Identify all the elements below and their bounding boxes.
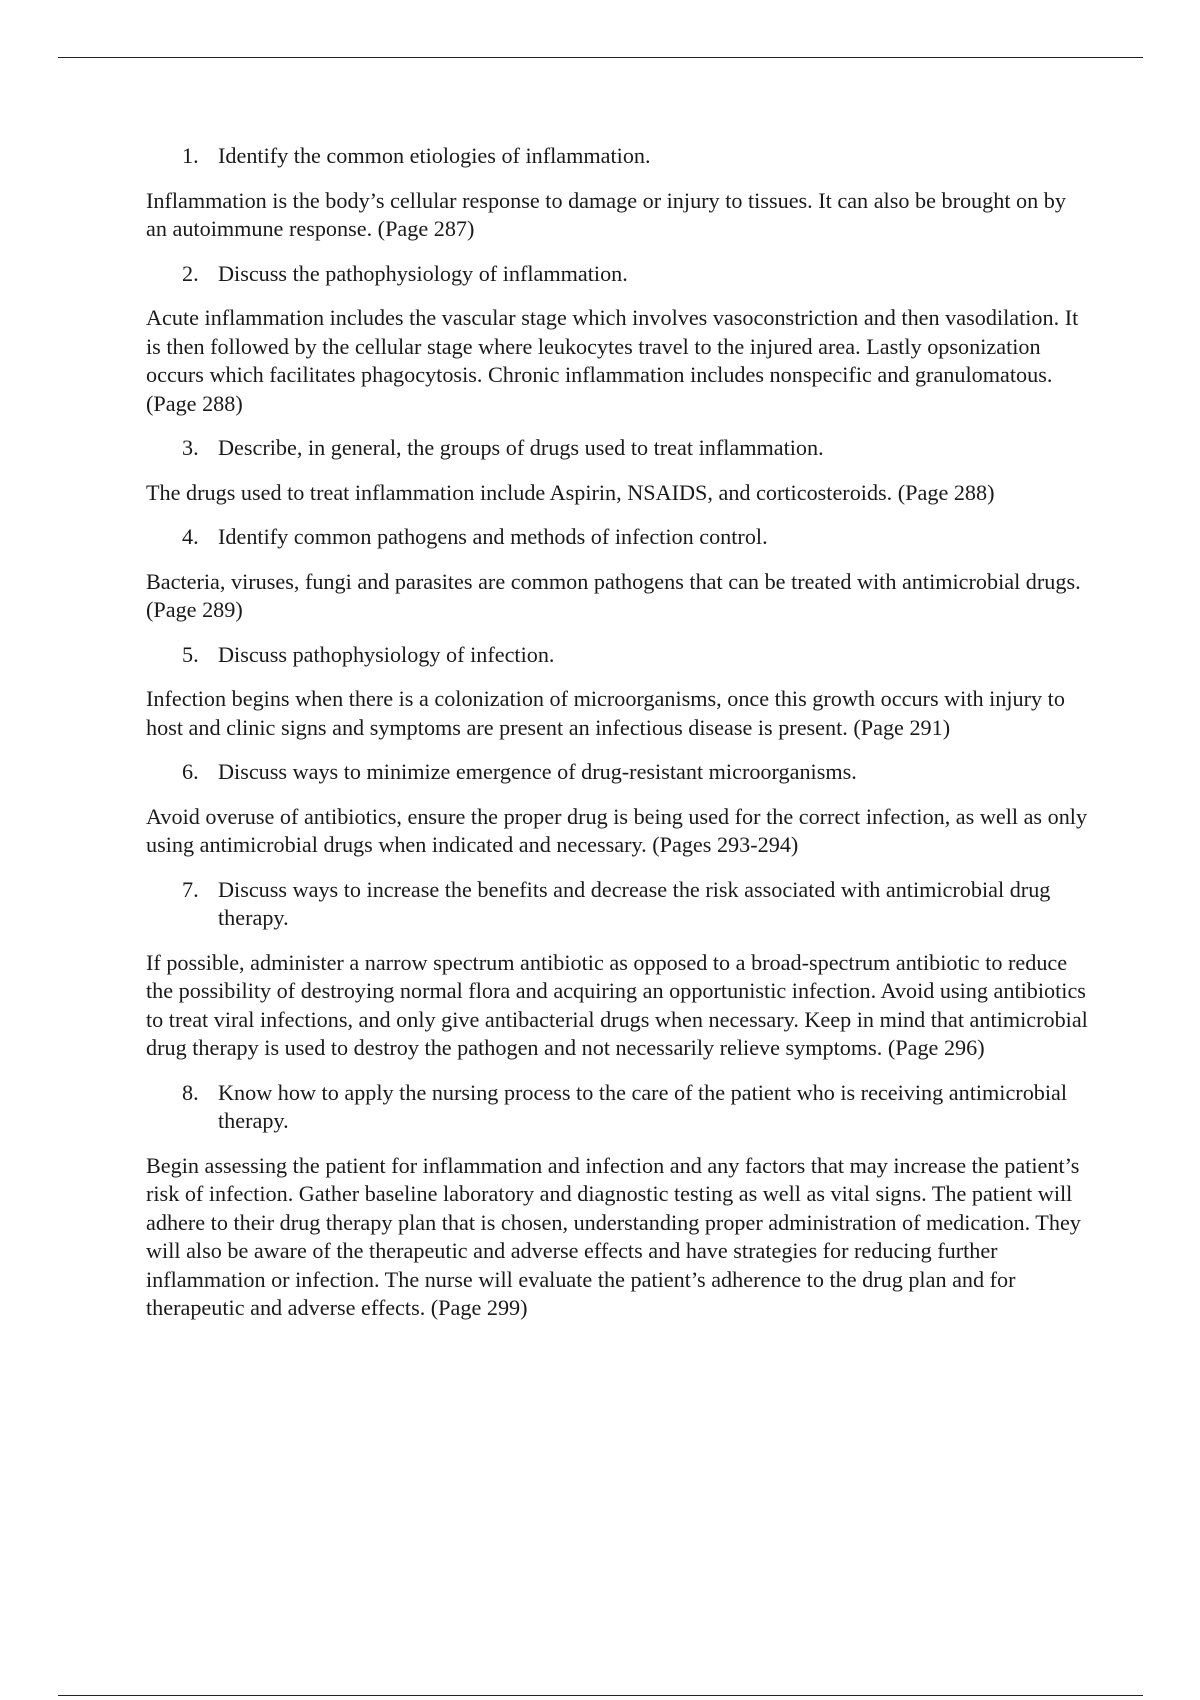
question-number: 1. xyxy=(182,143,199,168)
question-number: 5. xyxy=(182,641,199,667)
question-2 xyxy=(182,260,1090,289)
question-number: 6. xyxy=(182,759,199,784)
answer-4: Bacteria, viruses, fungi and parasites are common pathogens that can be treated with antimicrobial drugs. (Page 289) xyxy=(146,568,1081,622)
question-text: Discuss ways to increase the benefits and decrease the risk associated with antimicrobial drug therapy. xyxy=(218,876,1051,930)
document-body xyxy=(146,142,1090,1339)
question-number: 7. xyxy=(182,876,199,902)
question-text: Identify the common etiologies of inflammation. xyxy=(218,143,651,168)
question-text: Discuss ways to minimize emergence of drug-resistant microorganisms. xyxy=(218,759,857,784)
question-3 xyxy=(182,434,1090,463)
question-4 xyxy=(182,523,1090,552)
question-6 xyxy=(182,758,1090,787)
question-text: Describe, in general, the groups of drugs used to treat inflammation. xyxy=(218,435,824,460)
question-7 xyxy=(182,876,1090,933)
question-text: Identify common pathogens and methods of infection control. xyxy=(218,524,768,549)
answer-2: Acute inflammation includes the vascular stage which involves vasoconstriction and then vasodilation. It is then followed by the cellular stage where leukocytes travel to the injured area. Lastly opsonization occurs which facilitates phagocytosis. Chronic inflammation includes nonspecific and granulomatous. (Page 288) xyxy=(146,305,1079,416)
answer-7: If possible, administer a narrow spectrum antibiotic as opposed to a broad-spectrum antibiotic to reduce the possibility of destroying normal flora and acquiring an opportunistic infection. Avoid using antibiotics to treat viral infections, and only give antibacterial drugs when necessary. Keep in mind that antimicrobial drug therapy is used to destroy the pathogen and not necessarily relieve symptoms. (Page 296) xyxy=(146,949,1088,1060)
answer-5: Infection begins when there is a colonization of microorganisms, once this growth occurs with injury to host and clinic signs and symptoms are present an infectious disease is present. (Page 291) xyxy=(146,686,1065,740)
question-number: 8. xyxy=(182,1079,199,1105)
header-rule xyxy=(58,57,1143,58)
footer-rule xyxy=(58,1695,1143,1696)
answer-1: Inflammation is the body’s cellular response to damage or injury to tissues. It can also be brought on by an autoimmune response. (Page 287) xyxy=(146,187,1066,241)
answer-6: Avoid overuse of antibiotics, ensure the proper drug is being used for the correct infection, as well as only using antimicrobial drugs when indicated and necessary. (Pages 293-294) xyxy=(146,803,1088,857)
answer-3: The drugs used to treat inflammation include Aspirin, NSAIDS, and corticosteroids. (Page 288) xyxy=(146,479,995,505)
question-text: Discuss the pathophysiology of inflammation. xyxy=(218,260,628,286)
question-number: 4. xyxy=(182,524,199,549)
question-5 xyxy=(182,641,1090,670)
question-text: Discuss pathophysiology of infection. xyxy=(218,641,555,667)
question-text: Know how to apply the nursing process to the care of the patient who is receiving antimicrobial therapy. xyxy=(218,1079,1068,1133)
question-number: 2. xyxy=(182,260,199,286)
question-number: 3. xyxy=(182,435,199,460)
question-8 xyxy=(182,1079,1090,1136)
question-1 xyxy=(182,142,1090,171)
answer-8: Begin assessing the patient for inflammation and infection and any factors that may increase the patient’s risk of infection. Gather baseline laboratory and diagnostic testing as well as vital signs. The patient will adhere to their drug therapy plan that is chosen, understanding proper administration of medication. They will also be aware of the therapeutic and adverse effects and have strategies for reducing further inflammation or infection. The nurse will evaluate the patient’s adherence to the drug plan and for therapeutic and adverse effects. (Page 299) xyxy=(146,1152,1081,1320)
